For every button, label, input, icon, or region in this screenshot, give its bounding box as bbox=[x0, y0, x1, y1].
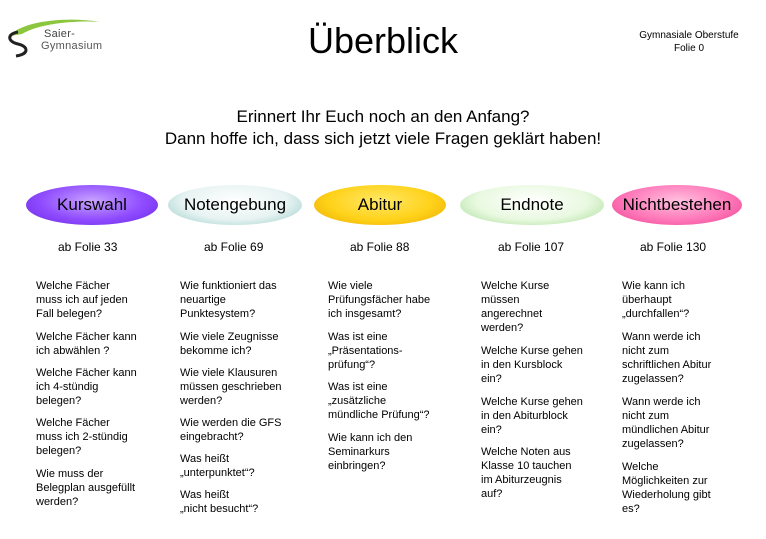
slide-ref-nichtbestehen[interactable]: ab Folie 130 bbox=[640, 240, 707, 254]
logo-text-line2: Gymnasium bbox=[41, 40, 103, 52]
question-item: Welche Fächer kann ich abwählen ? bbox=[36, 331, 137, 357]
slide-ref-abitur[interactable]: ab Folie 88 bbox=[350, 240, 410, 254]
question-item: Was heißt „nicht besucht“? bbox=[180, 489, 259, 515]
question-item: Wann werde ich nicht zum mündlichen Abitur zugelassen? bbox=[622, 396, 710, 450]
topic-endnote-button[interactable] bbox=[460, 185, 604, 225]
topic-nichtbestehen-button[interactable] bbox=[612, 185, 742, 225]
topic-abitur-button[interactable] bbox=[314, 185, 446, 225]
topic-label: Endnote bbox=[500, 195, 564, 214]
logo-text-line1: Saier- bbox=[44, 28, 76, 40]
question-item: Was ist eine „Präsentations- prüfung“? bbox=[328, 331, 403, 371]
question-item: Welche Noten aus Klasse 10 tauchen im Abiturzeugnis auf? bbox=[481, 446, 572, 500]
question-item: Wie viele Prüfungsfächer habe ich insgesamt? bbox=[328, 280, 431, 320]
question-item: Wie viele Klausuren müssen geschrieben werden? bbox=[180, 367, 282, 407]
slide-meta bbox=[624, 29, 754, 55]
page-title: Überblick bbox=[307, 20, 459, 61]
question-item: Welche Fächer muss ich auf jeden Fall belegen? bbox=[36, 280, 128, 320]
question-item: Welche Kurse müssen angerechnet werden? bbox=[481, 280, 550, 334]
slide-number: Folie 0 bbox=[673, 43, 704, 54]
topic-label: Notengebung bbox=[183, 195, 287, 214]
question-item: Wie werden die GFS eingebracht? bbox=[180, 417, 282, 443]
question-item: Wie kann ich überhaupt „durchfallen“? bbox=[622, 280, 690, 320]
slide-ref-endnote[interactable]: ab Folie 107 bbox=[498, 240, 565, 254]
topic-notengebung-button[interactable] bbox=[168, 185, 302, 225]
question-item: Wann werde ich nicht zum schriftlichen Abitur zugelassen? bbox=[622, 331, 712, 385]
topic-label: Nichtbestehen bbox=[622, 195, 732, 214]
intro-text bbox=[0, 106, 766, 150]
topic-kurswahl-button[interactable] bbox=[26, 185, 158, 225]
intro-line-1: Erinnert Ihr Euch noch an den Anfang? bbox=[236, 107, 530, 126]
course-label: Gymnasiale Oberstufe bbox=[639, 30, 739, 41]
question-item: Wie funktioniert das neuartige Punktesystem? bbox=[180, 280, 277, 320]
topic-label: Kurswahl bbox=[57, 195, 127, 214]
question-item: Was heißt „unterpunktet“? bbox=[180, 453, 255, 479]
question-item: Was ist eine „zusätzliche mündliche Prüfung“? bbox=[328, 381, 430, 421]
question-item: Welche Kurse gehen in den Abiturblock ein? bbox=[481, 396, 583, 436]
question-item: Wie muss der Belegplan ausgefüllt werden? bbox=[36, 468, 136, 508]
topic-label: Abitur bbox=[357, 195, 403, 214]
question-item: Welche Fächer kann ich 4-stündig belegen? bbox=[36, 367, 137, 407]
question-item: Wie kann ich den Seminarkurs einbringen? bbox=[328, 432, 413, 472]
question-item: Wie viele Zeugnisse bekomme ich? bbox=[180, 331, 279, 357]
question-item: Welche Kurse gehen in den Kursblock ein? bbox=[481, 345, 583, 385]
question-item: Welche Möglichkeiten zur Wiederholung gibt es? bbox=[622, 461, 711, 515]
slide-ref-notengebung[interactable]: ab Folie 69 bbox=[204, 240, 264, 254]
slide-ref-kurswahl[interactable]: ab Folie 33 bbox=[58, 240, 118, 254]
intro-line-2: Dann hoffe ich, dass sich jetzt viele Fragen geklärt haben! bbox=[164, 129, 602, 148]
question-item: Welche Fächer muss ich 2-stündig belegen? bbox=[36, 417, 128, 457]
